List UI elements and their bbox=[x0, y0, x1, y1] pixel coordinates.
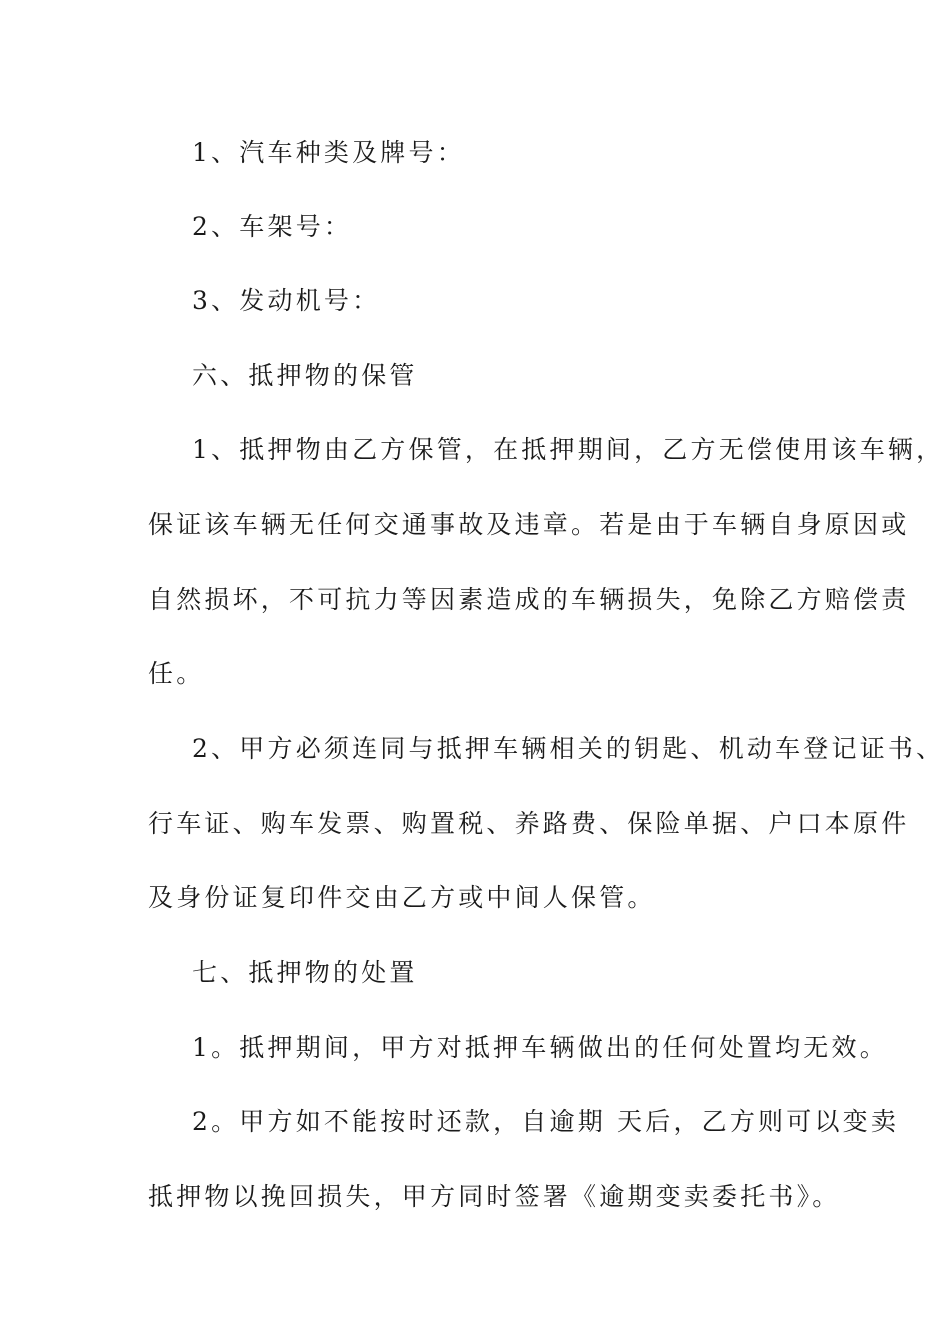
paragraph-custody-1-line-2: 保证该车辆无任何交通事故及违章。若是由于车辆自身原因或 bbox=[148, 510, 910, 539]
paragraph-disposal-2-line-1: 2。甲方如不能按时还款，自逾期 天后，乙方则可以变卖 bbox=[192, 1107, 900, 1136]
paragraph-custody-1-line-1: 1、抵押物由乙方保管，在抵押期间，乙方无偿使用该车辆， bbox=[192, 435, 945, 464]
paragraph-custody-2-line-3: 及身份证复印件交由乙方或中间人保管。 bbox=[148, 883, 656, 912]
section-heading-custody: 六、抵押物的保管 bbox=[192, 361, 418, 390]
section-heading-disposal: 七、抵押物的处置 bbox=[192, 958, 418, 987]
paragraph-disposal-2-line-2: 抵押物以挽回损失，甲方同时签署《逾期变卖委托书》。 bbox=[148, 1182, 841, 1211]
paragraph-custody-1-line-4: 任。 bbox=[148, 659, 205, 688]
paragraph-custody-2-line-2: 行车证、购车发票、购置税、养路费、保险单据、户口本原件 bbox=[148, 809, 910, 838]
item-engine-number: 3、发动机号： bbox=[192, 286, 381, 315]
paragraph-disposal-1: 1。抵押期间，甲方对抵押车辆做出的任何处置均无效。 bbox=[192, 1033, 888, 1062]
paragraph-custody-2-line-1: 2、甲方必须连同与抵押车辆相关的钥匙、机动车登记证书、 bbox=[192, 734, 945, 763]
item-vehicle-type-plate: 1、汽车种类及牌号： bbox=[192, 138, 465, 167]
paragraph-custody-1-line-3: 自然损坏，不可抗力等因素造成的车辆损失，免除乙方赔偿责 bbox=[148, 585, 910, 614]
item-frame-number: 2、车架号： bbox=[192, 212, 353, 241]
